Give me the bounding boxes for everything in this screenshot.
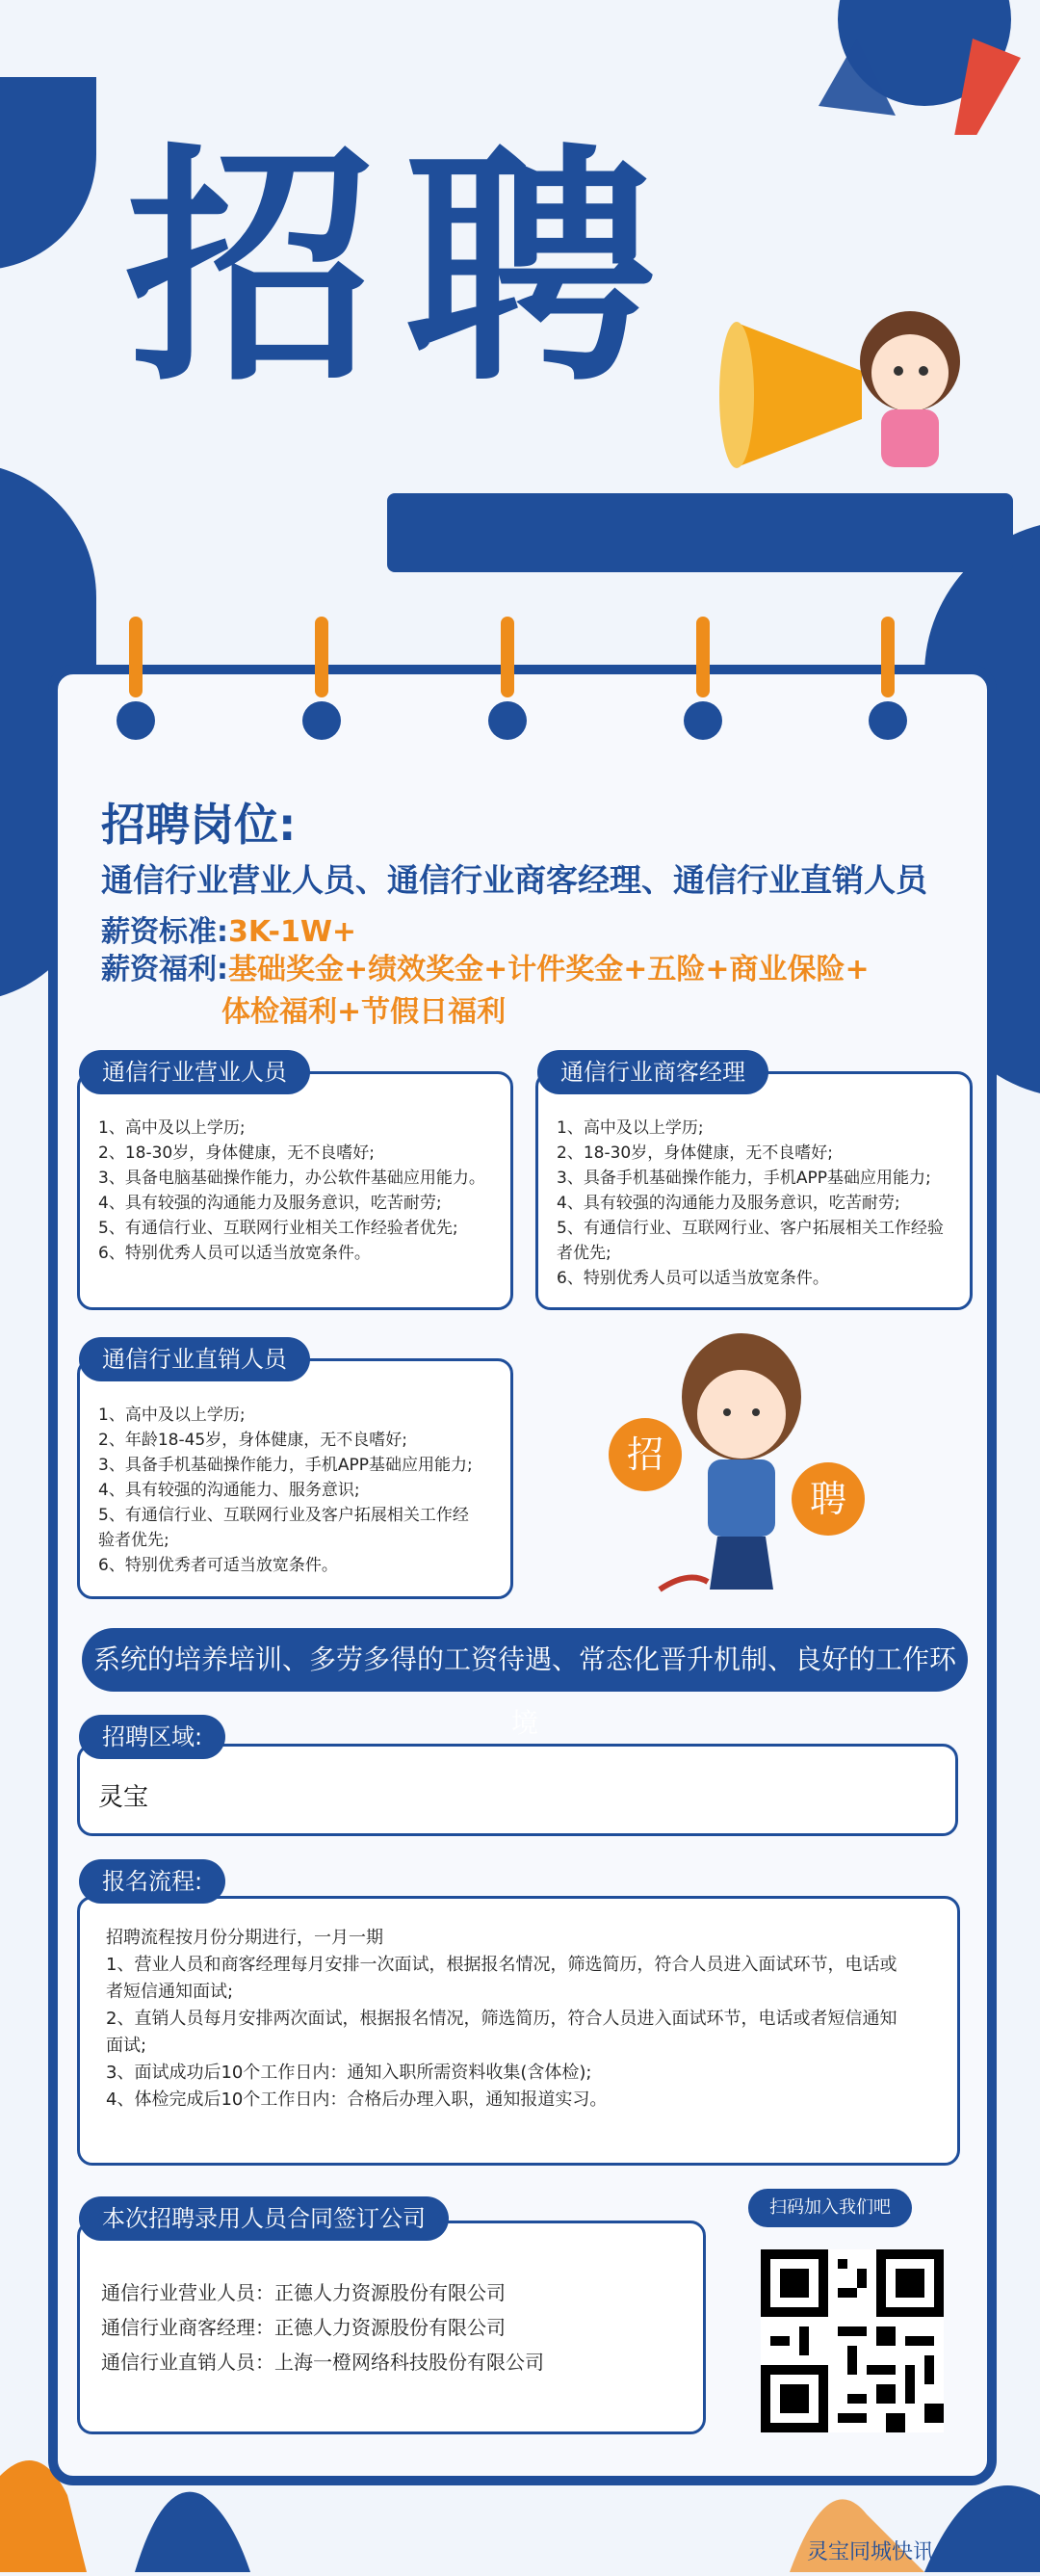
ring-hole-1 bbox=[117, 701, 155, 740]
process-list bbox=[106, 1925, 897, 2114]
process-line: 1、营业人员和商客经理每月安排一次面试，根据报名情况，筛选简历，符合人员进入面试环节，电话或 bbox=[106, 1955, 897, 1975]
job-list-2 bbox=[557, 1116, 944, 1291]
ring-hole-2 bbox=[302, 701, 341, 740]
contract-line: 通信行业直销人员：上海一橙网络科技股份有限公司 bbox=[101, 2351, 544, 2374]
list-item: 3、具备手机基础操作能力，手机APP基础应用能力; bbox=[557, 1169, 931, 1188]
watermark: 灵宝同城快讯 bbox=[807, 2540, 935, 2564]
process-line: 招聘流程按月份分期进行，一月一期 bbox=[106, 1928, 383, 1948]
list-item: 2、年龄18-45岁，身体健康，无不良嗜好; bbox=[98, 1431, 407, 1450]
list-item: 2、18-30岁，身体健康，无不良嗜好; bbox=[557, 1143, 833, 1163]
list-item: 2、18-30岁，身体健康，无不良嗜好; bbox=[98, 1143, 375, 1163]
ring-1 bbox=[129, 617, 143, 697]
ring-2 bbox=[315, 617, 328, 697]
list-item: 4、具有较强的沟通能力、服务意识; bbox=[98, 1481, 360, 1500]
list-item: 6、特别优秀人员可以适当放宽条件。 bbox=[98, 1244, 371, 1263]
bg-top-left-shape bbox=[0, 77, 96, 270]
section-heading: 招聘岗位: bbox=[101, 799, 297, 851]
ring-hole-4 bbox=[684, 701, 722, 740]
benefits-line-1: 基础奖金+绩效奖金+计件奖金+五险+商业保险+ bbox=[228, 953, 870, 986]
list-item: 4、具有较强的沟通能力及服务意识，吃苦耐劳; bbox=[98, 1194, 442, 1213]
ring-hole-3 bbox=[488, 701, 527, 740]
ring-4 bbox=[696, 617, 710, 697]
benefits-label: 薪资福利: bbox=[101, 953, 228, 986]
process-line: 者短信通知面试; bbox=[106, 1982, 234, 2002]
badge-pin: 聘 bbox=[792, 1462, 865, 1536]
ring-hole-5 bbox=[869, 701, 907, 740]
list-item: 4、具有较强的沟通能力及服务意识，吃苦耐劳; bbox=[557, 1194, 900, 1213]
list-item: 1、高中及以上学历; bbox=[98, 1118, 246, 1138]
process-line: 4、体检完成后10个工作日内：合格后办理入职，通知报道实习。 bbox=[106, 2090, 608, 2110]
list-item: 1、高中及以上学历; bbox=[557, 1118, 704, 1138]
list-item: 6、特别优秀者可适当放宽条件。 bbox=[98, 1556, 338, 1575]
process-label: 报名流程: bbox=[79, 1859, 225, 1904]
area-label: 招聘区域: bbox=[79, 1715, 225, 1759]
list-item: 者优先; bbox=[557, 1244, 611, 1263]
contract-line: 通信行业商客经理：正德人力资源股份有限公司 bbox=[101, 2316, 506, 2339]
area-value: 灵宝 bbox=[98, 1783, 149, 1812]
megaphone-girl-icon bbox=[717, 294, 968, 486]
list-item: 5、有通信行业、互联网行业、客户拓展相关工作经验 bbox=[557, 1219, 944, 1238]
list-item: 3、具备手机基础操作能力，手机APP基础应用能力; bbox=[98, 1456, 473, 1475]
list-item: 5、有通信行业、互联网行业及客户拓展相关工作经 bbox=[98, 1506, 469, 1525]
qr-code[interactable] bbox=[761, 2249, 944, 2432]
job-title-2: 通信行业商客经理 bbox=[537, 1050, 768, 1094]
job-title-3: 通信行业直销人员 bbox=[79, 1337, 310, 1381]
positions-line: 通信行业营业人员、通信行业商客经理、通信行业直销人员 bbox=[101, 861, 927, 899]
list-item: 验者优先; bbox=[98, 1531, 169, 1550]
page-title: 招聘 bbox=[125, 124, 684, 415]
benefits-line-2: 体检福利+节假日福利 bbox=[221, 995, 507, 1029]
contract-list bbox=[101, 2275, 544, 2379]
salary-line bbox=[101, 907, 356, 950]
contract-label: 本次招聘录用人员合同签订公司 bbox=[79, 2196, 449, 2241]
list-item: 3、具备电脑基础操作能力，办公软件基础应用能力。 bbox=[98, 1169, 485, 1188]
process-line: 2、直销人员每月安排两次面试，根据报名情况，筛选简历，符合人员进入面试环节，电话或者短信通知 bbox=[106, 2009, 897, 2029]
list-item: 6、特别优秀人员可以适当放宽条件。 bbox=[557, 1269, 829, 1288]
job-title-1: 通信行业营业人员 bbox=[79, 1050, 310, 1094]
process-line: 3、面试成功后10个工作日内：通知入职所需资料收集(含体检); bbox=[106, 2063, 592, 2083]
list-item: 5、有通信行业、互联网行业相关工作经验者优先; bbox=[98, 1219, 458, 1238]
ring-3 bbox=[501, 617, 514, 697]
salary-value: 3K-1W+ bbox=[228, 915, 357, 949]
salary-label: 薪资标准: bbox=[101, 915, 228, 949]
list-item: 1、高中及以上学历; bbox=[98, 1406, 246, 1425]
ring-5 bbox=[881, 617, 895, 697]
contract-line: 通信行业营业人员：正德人力资源股份有限公司 bbox=[101, 2281, 506, 2304]
job-list-1 bbox=[98, 1116, 485, 1266]
benefits-banner: 系统的培养培训、多劳多得的工资待遇、常态化晋升机制、良好的工作环境 bbox=[82, 1628, 968, 1692]
benefits-block bbox=[101, 949, 870, 1034]
job-list-3 bbox=[98, 1403, 473, 1578]
badge-zhao: 招 bbox=[609, 1418, 682, 1491]
qr-label: 扫码加入我们吧 bbox=[748, 2189, 912, 2227]
title-bar bbox=[387, 493, 1013, 572]
arrow-icon bbox=[780, 0, 1030, 135]
process-line: 面试; bbox=[106, 2036, 147, 2056]
